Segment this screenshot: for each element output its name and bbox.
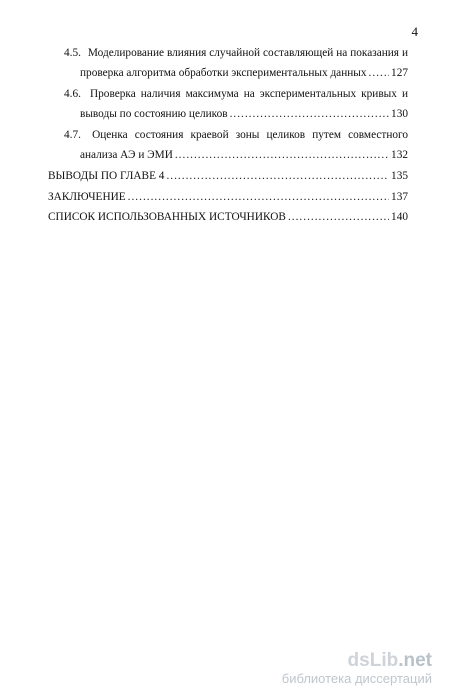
toc-entry-line-last [64, 105, 408, 125]
page-number: 4 [411, 24, 418, 39]
toc-entry-number: 4.5. [64, 47, 81, 59]
toc-entry-conclusion [48, 188, 408, 208]
toc-leader-dots [175, 146, 389, 166]
toc-entry-4-6 [48, 85, 408, 124]
toc-page-number: 135 [391, 170, 408, 182]
toc-page-number: 137 [391, 190, 408, 203]
toc-entry-title-cont: проверка алгоритма обработки экспериментальных данных [80, 66, 367, 79]
toc-leader-dots [369, 64, 390, 84]
toc-entry-line [64, 126, 408, 146]
toc-leader-dots [166, 167, 389, 187]
watermark-brand-domain: .net [398, 650, 432, 671]
toc-entry-number: 4.6. [64, 88, 81, 100]
watermark-brand: dsLib [347, 650, 399, 671]
toc-entry-line-last [48, 208, 408, 228]
toc-leader-dots [288, 208, 389, 228]
toc-entry-references [48, 208, 408, 228]
watermark-logo [282, 651, 432, 671]
toc-entry-line-last [48, 167, 408, 187]
toc-page-number: 127 [391, 66, 408, 79]
toc-entry-conclusions-chapter-4 [48, 167, 408, 187]
toc-entry-4-5 [48, 44, 408, 83]
watermark-subtitle: библиотека диссертаций [281, 671, 432, 686]
toc-entry-number: 4.7. [64, 129, 81, 141]
toc-entry-line-last [64, 64, 408, 84]
toc-entry-title: СПИСОК ИСПОЛЬЗОВАННЫХ ИСТОЧНИКОВ [48, 211, 286, 223]
toc-entry-line [64, 44, 408, 64]
toc-page-number: 132 [391, 148, 408, 161]
watermark [282, 651, 432, 687]
toc-entry-line [64, 85, 408, 105]
toc-page-number: 130 [391, 107, 408, 120]
toc-entry-line-last [64, 146, 408, 166]
toc-entry-line-last [48, 188, 408, 208]
toc-entry-title: Моделирование влияния случайной составляющей на показания и [87, 47, 408, 59]
toc-entry-title-cont: выводы по состоянию целиков [80, 107, 228, 120]
toc-leader-dots [128, 188, 389, 208]
toc-entry-title: Проверка наличия максимума на экспериментальных кривых и [90, 88, 408, 100]
toc-leader-dots [230, 105, 389, 125]
toc-page-number: 140 [391, 211, 408, 223]
toc-entry-title: Оценка состояния краевой зоны целиков путем совместного [92, 129, 409, 141]
table-of-contents [48, 44, 408, 229]
toc-entry-title-cont: анализа АЭ и ЭМИ [80, 148, 173, 161]
toc-entry-title: ЗАКЛЮЧЕНИЕ [48, 190, 126, 203]
toc-entry-title: ВЫВОДЫ ПО ГЛАВЕ 4 [48, 170, 165, 182]
toc-entry-4-7 [48, 126, 408, 165]
